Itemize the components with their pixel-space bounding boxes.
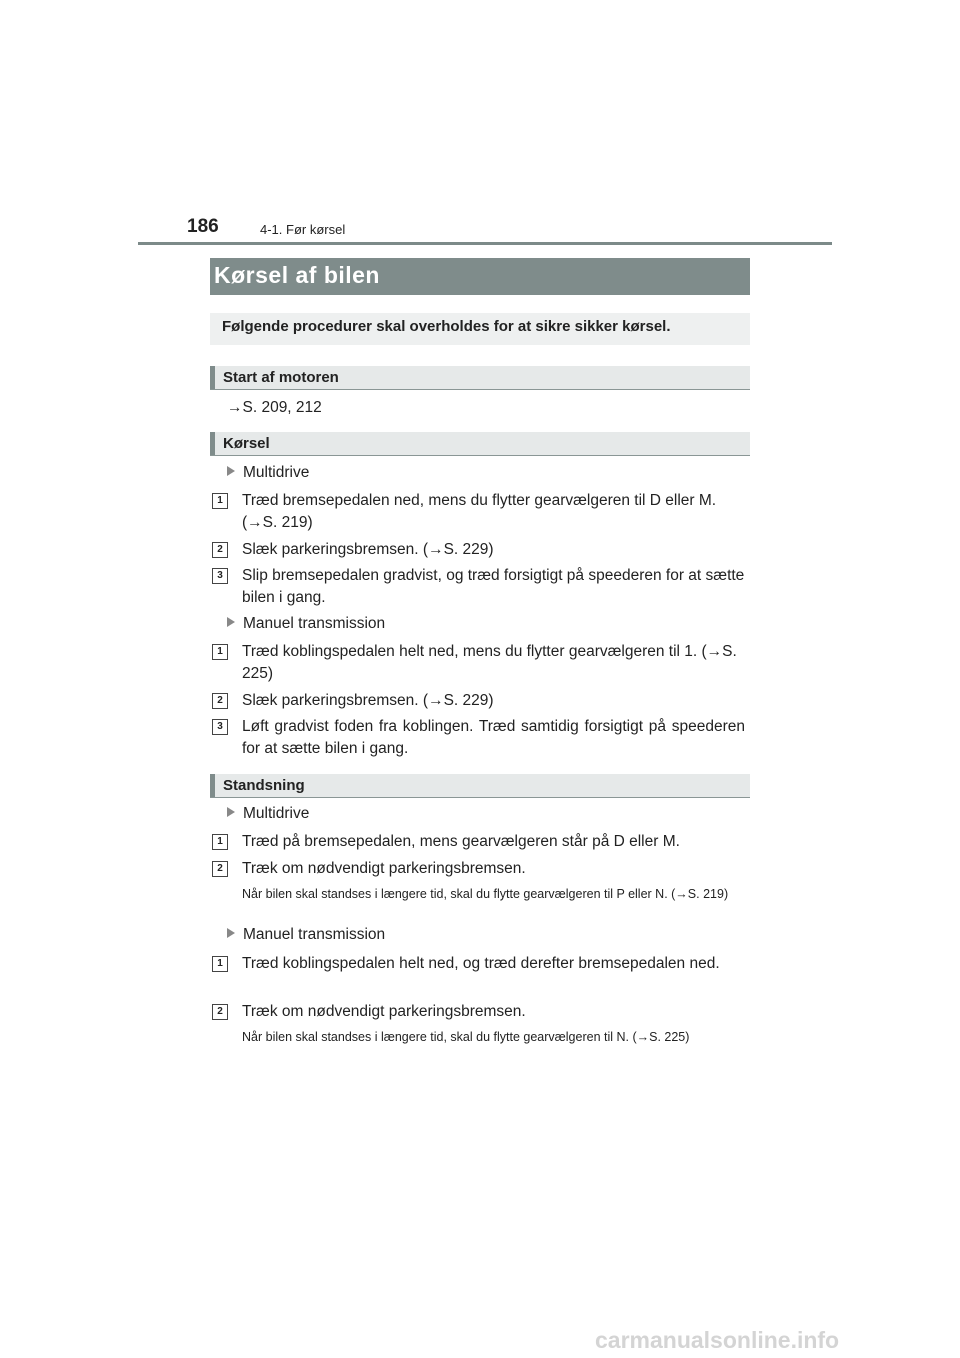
stopping-manual-label: Manuel transmission xyxy=(227,926,385,944)
step-number: 1 xyxy=(212,956,228,972)
stopping-multidrive-label: Multidrive xyxy=(227,805,309,823)
triangle-bullet-icon xyxy=(227,466,235,476)
triangle-bullet-icon xyxy=(227,807,235,817)
step-number: 2 xyxy=(212,861,228,877)
triangle-bullet-icon xyxy=(227,617,235,627)
step-text: Træd koblingspedalen helt ned, og træd derefter bremsepedalen ned. xyxy=(242,955,720,972)
step-number: 2 xyxy=(212,693,228,709)
step-number: 3 xyxy=(212,568,228,584)
step-text: Træd på bremsepedalen, mens gearvælgeren står på D eller M. xyxy=(242,833,680,850)
driving-multidrive-label: Multidrive xyxy=(227,464,309,482)
step-number: 1 xyxy=(212,644,228,660)
step-number: 3 xyxy=(212,719,228,735)
stopping-manual-note: Når bilen skal standses i længere tid, skal du flytte gearvælgeren til N. (→S. 225) xyxy=(242,1030,690,1044)
heading-driving: Kørsel xyxy=(210,432,750,456)
page-number: 186 xyxy=(187,216,219,237)
heading-start: Start af motoren xyxy=(210,366,750,390)
section-label: 4-1. Før kørsel xyxy=(260,222,346,237)
step-number: 1 xyxy=(212,493,228,509)
step-text: Træk om nødvendigt parkeringsbremsen. xyxy=(242,860,526,877)
step-text: Træk om nødvendigt parkeringsbremsen. xyxy=(242,1003,526,1020)
driving-manual-label: Manuel transmission xyxy=(227,615,385,633)
triangle-bullet-icon xyxy=(227,928,235,938)
intro-text: Følgende procedurer skal overholdes for at sikre sikker kørsel. xyxy=(222,318,671,335)
heading-stopping: Standsning xyxy=(210,774,750,798)
page-title: Kørsel af bilen xyxy=(214,262,380,288)
header-rule xyxy=(138,242,832,245)
step-text: Slæk parkeringsbremsen. (→S. 229) xyxy=(242,541,494,558)
step-number: 2 xyxy=(212,542,228,558)
step-number: 2 xyxy=(212,1004,228,1020)
step-text: Træd koblingspedalen helt ned, mens du flytter gearvælgeren til 1. (→S. 225) xyxy=(242,643,737,682)
step-text: Løft gradvist foden fra koblingen. Træd samtidig forsigtigt på speederen for at sætte bilen i gang. xyxy=(242,718,745,757)
step-text: Slæk parkeringsbremsen. (→S. 229) xyxy=(242,692,494,709)
step-number: 1 xyxy=(212,834,228,850)
step-text: Slip bremsepedalen gradvist, og træd forsigtigt på speederen for at sætte bilen i gang. xyxy=(242,567,745,606)
step-text: Træd bremsepedalen ned, mens du flytter gearvælgeren til D eller M. (→S. 219) xyxy=(242,492,717,531)
stopping-multidrive-note: Når bilen skal standses i længere tid, skal du flytte gearvælgeren til P eller N. (→S. 219) xyxy=(242,887,729,901)
watermark: carmanualsonline.info xyxy=(595,1327,840,1353)
start-reference: →S. 209, 212 xyxy=(227,399,322,416)
